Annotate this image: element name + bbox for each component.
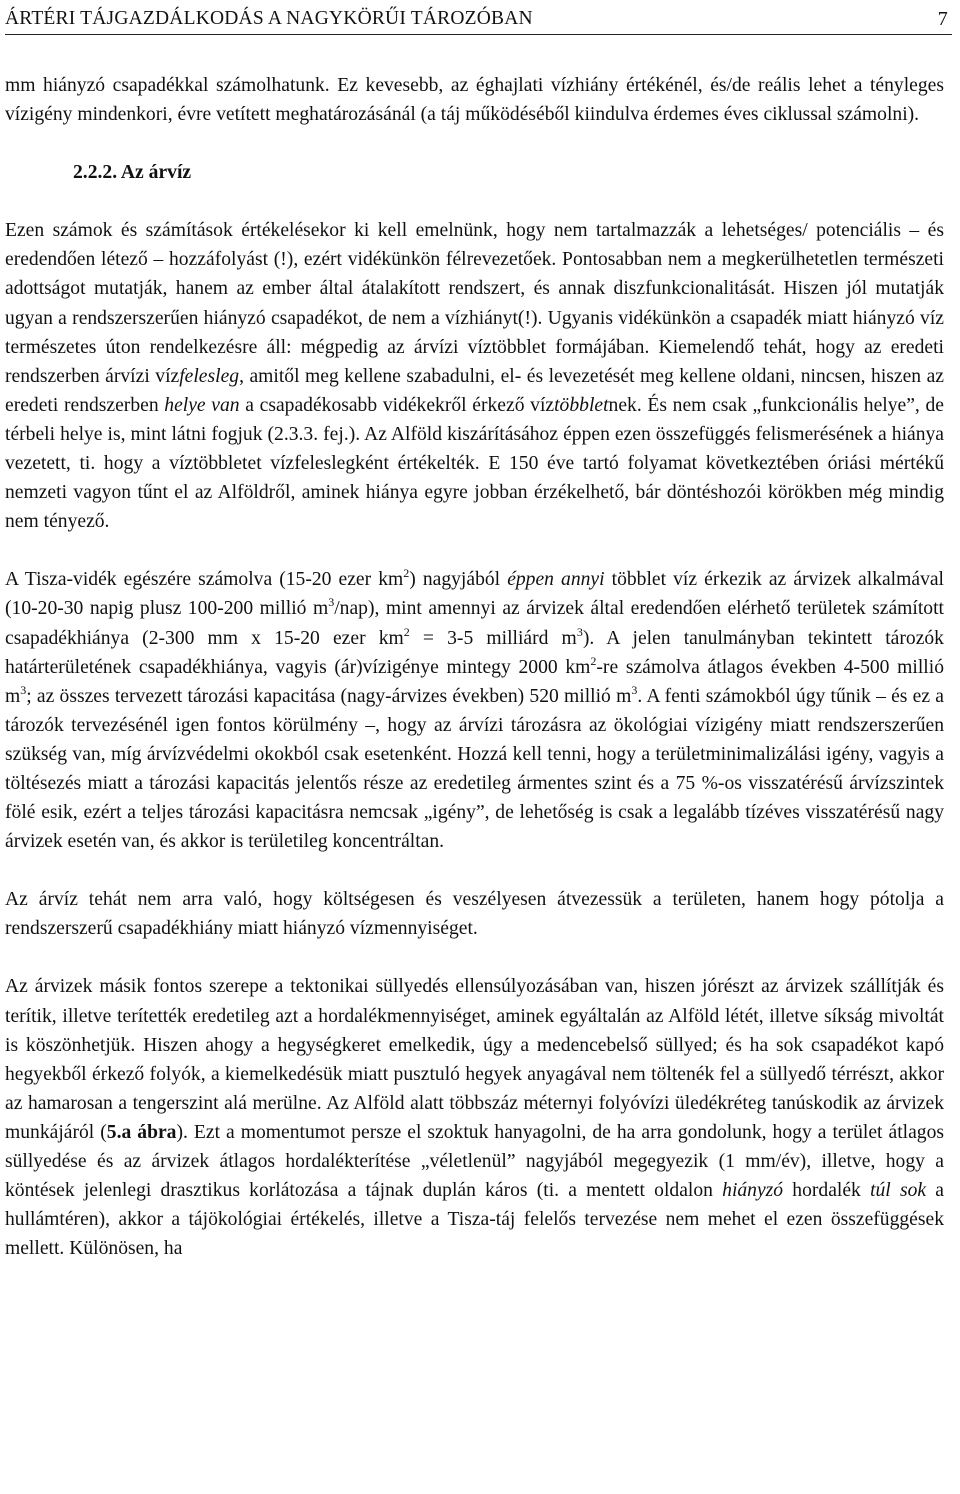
section-heading: 2.2.2. Az árvíz	[73, 162, 192, 184]
running-header	[5, 4, 952, 35]
intro-paragraph: mm hiányzó csapadékkal számolhatunk. Ez kevesebb, az éghajlati vízhiány értékénél, és/de reális lehet a tényleges vízigény mindenkori, évre vetített meghatározásánál (a táj működéséből kiindulva érdemes éves ciklussal számolni).	[5, 75, 944, 126]
superscript: 3	[20, 682, 27, 697]
p1-text-e: a csapadékosabb vidékekről érkező víz	[239, 394, 555, 416]
p2-text-i: ; az összes tervezett tározási kapacitása (nagy-árvizes években) 520 millió m	[26, 685, 632, 707]
p2-text-g: ). A jelen tanulmányban tekintett tározók határterületének csapadékhiánya, vagyis (ár)vízigénye mintegy 2000 km	[5, 627, 944, 678]
p2-text-e: /nap), mint amennyi az árvizek által eredendően elérhető területek számított csapadékhiánya (2-300 mm x 15-20 ezer km	[5, 598, 944, 649]
p1-text-a: Ezen számok és számítások értékelésekor ki kell emelnünk, hogy nem tartalmazzák a lehetséges/ potenciális – és eredendően létező – hozzáfolyást (!), ezért vidékünkön félrevezetőek. Pontosabban nem a megkerülhetetlen természeti adottságot mutatják, hanem az ember által átalakított rendszert, és annak diszfunkcionalitását. Hiszen jól mutatják ugyan a rendszerszerűen hiányzó csapadékot, de nem a vízhiányt(!). Ugyanis vidékünkön a csapadék miatt hiányzó víz természetes úton rendelkezésre áll: mégpedig az árvízi víztöbblet formájában. Kiemelendő tehát, hogy az eredeti rendszerben árvízi víz	[5, 220, 944, 387]
p2-text-h: -re számolva átlagos években 4-500 millió m	[5, 656, 944, 707]
paragraph-1	[5, 216, 944, 536]
p2-text-b: ) nagyjából	[409, 569, 508, 591]
paragraph-2	[5, 565, 944, 856]
p1-italic-tobblet: többlet	[554, 394, 609, 416]
p2-italic-eppen-annyi: éppen annyi	[507, 569, 605, 591]
paragraph-3: Az árvíz tehát nem arra való, hogy költségesen és veszélyesen átvezessük a területen, hanem hogy pótolja a rendszerszerű csapadékhiány miatt hiányzó vízmennyiséget.	[5, 889, 944, 940]
p1-italic-helye-van: helye van	[164, 394, 240, 416]
superscript: 3	[631, 682, 638, 697]
paragraph-4	[5, 972, 944, 1263]
superscript: 2	[590, 653, 597, 668]
p4-text-d: hordalék	[783, 1180, 871, 1202]
superscript: 2	[403, 566, 410, 581]
p4-italic-tul-sok: túl sok	[870, 1180, 927, 1202]
p2-text-a: A Tisza-vidék egészére számolva (15-20 ezer km	[5, 569, 404, 591]
p1-italic-felesleg: felesleg	[179, 365, 240, 387]
p4-text-a: Az árvizek másik fontos szerepe a tektonikai süllyedés ellensúlyozásában van, hiszen jórészt az árvizek szállítják és terítik, illetve terítették eredetileg azt a hordalékmennyiséget, aminek egyáltalán az Alföld létét, illetve síkság mivoltát is köszönhetjük. Hiszen ahogy a hegységkeret emelkedik, úgy a medencebelső süllyed; és ha sok csapadékot kapó hegyekből érkező folyók, a kiemelkedésük miatt pusztuló hegyek anyagával nem töltenék fel a süllyedő térrészt, akkor az hamarosan a tengerszint alá merülne. Az Alföld alatt többszáz méternyi folyóvízi üledékréteg tanúskodik az árvizek munkájáról (	[5, 976, 944, 1143]
header-title: ÁRTÉRI TÁJGAZDÁLKODÁS A NAGYKÖRŰI TÁROZÓBAN	[5, 8, 533, 29]
p2-text-d: többlet víz érkezik az árvizek alkalmával (10-20-30 napig plusz 100-200 millió m	[5, 569, 944, 620]
document-body	[5, 71, 944, 1263]
superscript: 2	[403, 624, 410, 639]
p1-text-g: nek. És nem csak „funkcionális helye”, de térbeli helye is, mint látni fogjuk (2.3.3. fej.). Az Alföld kiszárításához éppen ezen összefüggés felismerésének a hiánya vezetett, ti. hogy a víztöbbletet vízfeleslegként értékelték. E 150 éve tartó folyamat következtében óriási mértékű nemzeti vagyon tűnt el az Alföldről, aminek hiánya egyre jobban érzékelhető, bár döntéshozói körökben még mindig nem tényező.	[5, 394, 944, 533]
p4-italic-hianyzo: hiányzó	[722, 1180, 784, 1202]
figure-reference: 5.a ábra	[106, 1121, 177, 1143]
p2-text-j: . A fenti számokból úgy tűnik – és ez a tározók tervezésénél igen fontos körülmény –, hogy az árvízi tározásra az ökológiai vízigény miatt rendszerszerűen szükség van, míg árvízvédelmi okokból csak esetenként. Hozzá kell tenni, hogy a területminimalizálási igény, vagyis a töltésezés miatt a tározási kapacitás jelentős része az eredetileg ármentes szint és a 75 %-os visszatérésű árvízszintek fölé esik, ezért a teljes tározási kapacitásra nemcsak „igény”, de lehetőség is csak a legalább tízéves visszatérésű nagy árvizek esetén van, és akkor is területileg koncentráltan.	[5, 685, 944, 853]
p4-text-b: ). Ezt a momentumot persze el szoktuk hanyagolni, de ha arra gondolunk, hogy a terület átlagos süllyedése és az árvizek átlagos hordalékterítése „véletlenül” nagyjából megegyezik (1 mm/év), illetve, hogy a köntések jelenlegi drasztikus korlátozása a tájnak duplán káros (ti. a mentett oldalon	[5, 1121, 945, 1202]
superscript: 3	[328, 595, 335, 610]
page-number: 7	[937, 7, 948, 30]
p1-text-c: , amitől meg kellene szabadulni, el- és levezetését meg kellene oldani, nincsen, hiszen az eredeti rendszerben	[5, 365, 944, 416]
p4-text-f: a hullámtéren), akkor a tájökológiai értékelés, illetve a Tisza-táj felelős tervezése nem mehet el ezen összefüggések mellett. Különösen, ha	[5, 1180, 944, 1260]
superscript: 3	[576, 624, 583, 639]
p2-text-f: = 3-5 milliárd m	[409, 627, 577, 649]
